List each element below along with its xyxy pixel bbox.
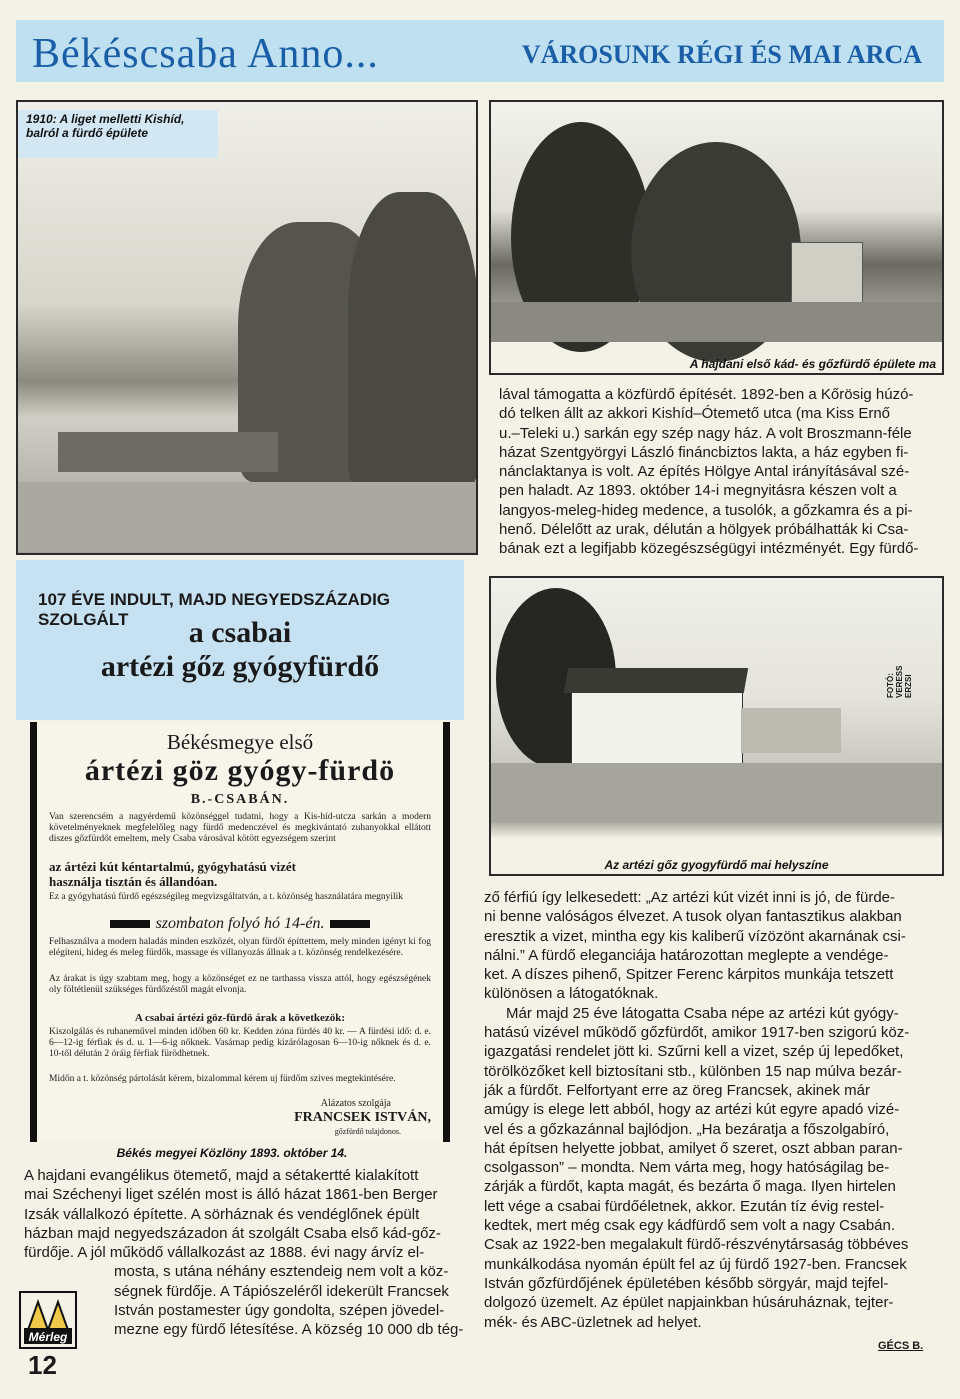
section-title: Békéscsaba Anno... — [32, 31, 379, 77]
headline-box — [16, 560, 464, 720]
text-line: dó telken állt az akkori Kishíd–Ótemető utca (ma Kiss Ernő — [499, 405, 891, 423]
text-line: igazgatási rendelet jött ki. Szűrni kell a vizet, szép új lepedőket, — [484, 1043, 904, 1061]
text-line: fürdője. A jól működő vállalkozást az 1888. évi nagy árvíz el- — [24, 1244, 425, 1262]
text-line: mai Széchenyi liget szélén most is álló házat 1861-ben Berger — [24, 1186, 438, 1204]
modern-photo-site — [489, 576, 944, 876]
text-line: ző férfiú így lelkesedett: „Az artézi kút vizét inni is jó, de fürde- — [484, 889, 896, 906]
text-line: ségnek fürdője. A Tápiószeléről idekerült Francsek — [114, 1282, 449, 1300]
headline-line2: artézi gőz gyógyfürdő — [100, 650, 380, 683]
text-line: csolgasson” – mondta. Nem várta meg, hogy hatóságilag be- — [484, 1159, 890, 1177]
text-line: vel és a gőzkazánnal bajlódjon. „Ha bezáratja a főszolgabíró, — [484, 1120, 890, 1138]
text-line: házat Szentgyörgyi László fináncbiztos lakta, a ház egyben fi- — [499, 443, 909, 461]
ad-bold-2: használja tisztán és állandóan. — [49, 874, 218, 889]
text-line: ják a fürdőt. Felfortyant erre az öreg Francsek, akinek már — [484, 1081, 870, 1099]
text-line: pen haladt. Az 1893. október 14-i megnyitásra készen volt a — [499, 482, 897, 500]
ad-big: ártézi göz gyógy-fürdö — [84, 754, 396, 787]
text-line: munkálkodása nyomán épült fel az új fürdő 1927-ben. Francsek — [484, 1255, 907, 1273]
author-signature: GÉCS B. — [878, 1340, 924, 1352]
text-line: bának ezt a legifjabb közegészségügyi intézményét. Egy fürdő- — [499, 540, 919, 558]
merleg-logo — [18, 1290, 78, 1385]
text-line: mék- és ABC-üzletnek ad helyet. — [484, 1313, 702, 1331]
text-line: különösen a látogatóknak. — [484, 985, 659, 1003]
ad-paragraph: Az árakat is úgy szabtam meg, hogy a közönséget ez ne tarthassa vissza attól, hogy egészségének oly föltétlenül szükséges fürdőzéstől magát elvonja. — [49, 974, 431, 995]
text-line: hát építsen helyette jobbat, amilyet ő szeret, oszt abban paran- — [484, 1139, 903, 1157]
photo-credit: FOTÓ: VERESS ERZSI — [886, 665, 913, 698]
article-column-left — [24, 1166, 464, 1340]
text-line: langyos-meleg-hideg medence, a tusolók, a gőzkamra és a pi- — [499, 501, 913, 519]
ad-source-caption: Békés megyei Közlöny 1893. október 14. — [116, 1146, 348, 1160]
ad-place: B.-CSABÁN. — [190, 792, 290, 807]
masthead-banner — [16, 20, 944, 82]
article-column-right-bottom — [484, 888, 939, 1332]
text-line: A hajdani evangélikus ötemető, majd a sétakertté kialakított — [24, 1167, 419, 1184]
text-line: lett vége a csabai fürdőéletnek, akkor. Ezután tíz évig restel- — [484, 1197, 885, 1215]
text-line: házban majd negyedszázadon át szolgált Csaba első kád-gőz- — [24, 1224, 441, 1242]
text-line: törölközőket kell biztosítani stb., különben 15 nap múlva bezár- — [484, 1062, 902, 1080]
text-line: hatású vizével működő gőzfürdőt, amikor 1917-ben szigorú köz- — [484, 1024, 910, 1042]
ad-signature: FRANCSEK ISTVÁN, — [294, 1110, 431, 1125]
text-line: nánclaktanya is volt. Az építés Hölgye Antal irányításával szé- — [499, 463, 910, 481]
ad-prices-title: A csabai ártézi göz-fürdö árak a következök: — [134, 1012, 346, 1024]
page-number: 12 — [28, 1350, 57, 1380]
modern-photo-bath-building — [489, 100, 944, 375]
headline-kicker: 107 ÉVE INDULT, MAJD NEGYEDSZÁZADIG SZOLGÁLT — [38, 590, 391, 629]
ad-paragraph: Kiszolgálás és ruhaneművel minden időben 60 kr. Kedden zóna fürdés 40 kr. — A fürdési idő: d. e. 6—12-ig férfiak és d. u. 1—6-ig nőknek. Vasárnap pedig kizárólagosan 6—10-ig nőknek és d. e. 10-től délután 2 óráig férfiak fürödhetnek. — [49, 1027, 431, 1059]
text-line: dolgozó üzemelt. Az épület napjainkban húsáruháznak, tejter- — [484, 1294, 894, 1312]
ad-paragraph: Van szerencsém a nagyérdemű közönséggel tudatni, hogy a Kis-híd-utcza sarkán a modern követelményeknek megfelelőleg nagy fürdő medenczével és megkivántató zuhanyokkal ellátott diszes gőzfürdőt emeltem, mely Csaba városával kötött egyezségem szerint — [49, 812, 431, 844]
text-line: Már majd 25 éve látogatta Csaba népe az artézi kút gyógy- — [506, 1004, 899, 1022]
ad-role: gőzfürdő tulajdonos. — [334, 1127, 401, 1136]
text-line: mezne egy fürdő létesítése. A község 10 000 db tég- — [114, 1321, 464, 1339]
headline-line1: a csabai — [188, 616, 292, 649]
ad-closing: Alázatos szolgája — [320, 1098, 391, 1109]
ad-paragraph: Midőn a t. közönség pártolását kérem, bizalommal kérem uj fürdőm szives megtekintésére. — [49, 1074, 396, 1084]
ad-paragraph: Felhasználva a modern haladás minden eszközét, olyan fürdőt építtettem, mely minden igényt ki fog elégíteni, hideg és meleg fürdők, massage és villanyozás állnak a t. közönség rendelkezésére. — [49, 937, 431, 958]
ad-date: szombaton folyó hó 14-én. — [49, 915, 431, 933]
text-line: Csak az 1922-ben megalakult fürdő-részvénytársaság többéves — [484, 1236, 909, 1254]
text-line: u.–Teleki u.) sarkán egy szép nagy ház. A volt Broszmann-féle — [499, 424, 912, 442]
text-line: ket. A díszes pihenő, Spitzer Ferenc kárpitos munkája tetszett — [484, 966, 894, 984]
text-line: henő. Délelőtt az urak, délután a hölgyek próbálhatták ki Csa- — [499, 521, 909, 539]
section-subtitle: VÁROSUNK RÉGI ÉS MAI ARCA — [521, 40, 922, 69]
text-line: István gőzfürdőjének épületében később sörgyár, majd tejfel- — [484, 1274, 889, 1292]
photo-caption: Az artézi gőz gyogyfürdő mai helyszíne — [604, 858, 829, 872]
text-line: zárják a fürdőt, kapta magát, és bezárta ő maga. Ilyen hirtelen — [484, 1178, 896, 1196]
article-column-right-top — [499, 385, 939, 559]
text-line: nálni.” A fürdő eleganciája határozottan meglepte a vendége- — [484, 946, 889, 964]
text-line: István postamester úgy gondolta, szépen jövedel- — [114, 1302, 445, 1320]
historic-advertisement — [30, 722, 450, 1142]
text-line: Izsák vállalkozó építette. A sörháznak és vendéglőnek épült — [24, 1205, 420, 1223]
text-line: eresztik a vizet, mintha egy kis kaliberű vízözönt akarnának csi- — [484, 927, 906, 945]
ad-paragraph: Ez a gyógyhatású fürdő egészségileg megvizsgáltatván, a t. közönség használatára megnyilik — [49, 892, 404, 902]
text-line: kedtek, mert még csak egy kádfürdő sem volt a nagy Csabán. — [484, 1217, 896, 1235]
ad-top: Békésmegye első — [166, 730, 314, 754]
photo-caption: A hajdani első kád- és gőzfürdő épülete ma — [689, 357, 936, 371]
photo-caption: 1910: A liget melletti Kishíd, balról a fürdő épülete — [26, 112, 185, 140]
historic-photo-kishid — [16, 100, 478, 555]
text-line: amúgy is elege lett abból, hogy az artézi kút egyre apadó vizé- — [484, 1101, 900, 1119]
logo-name: Mérleg — [28, 1330, 68, 1344]
ad-bold-1: az ártézi kút kéntartalmú, gyógyhatású vizét — [49, 859, 296, 874]
text-line: mosta, s utána néhány esztendeig nem volt a köz- — [114, 1263, 449, 1281]
text-line: ni benne valóságos élvezet. A tusok olyan fantasztikus alakban — [484, 908, 902, 926]
text-line: lával támogatta a közfürdő építését. 1892-ben a Kőrösig húzó- — [499, 386, 914, 403]
